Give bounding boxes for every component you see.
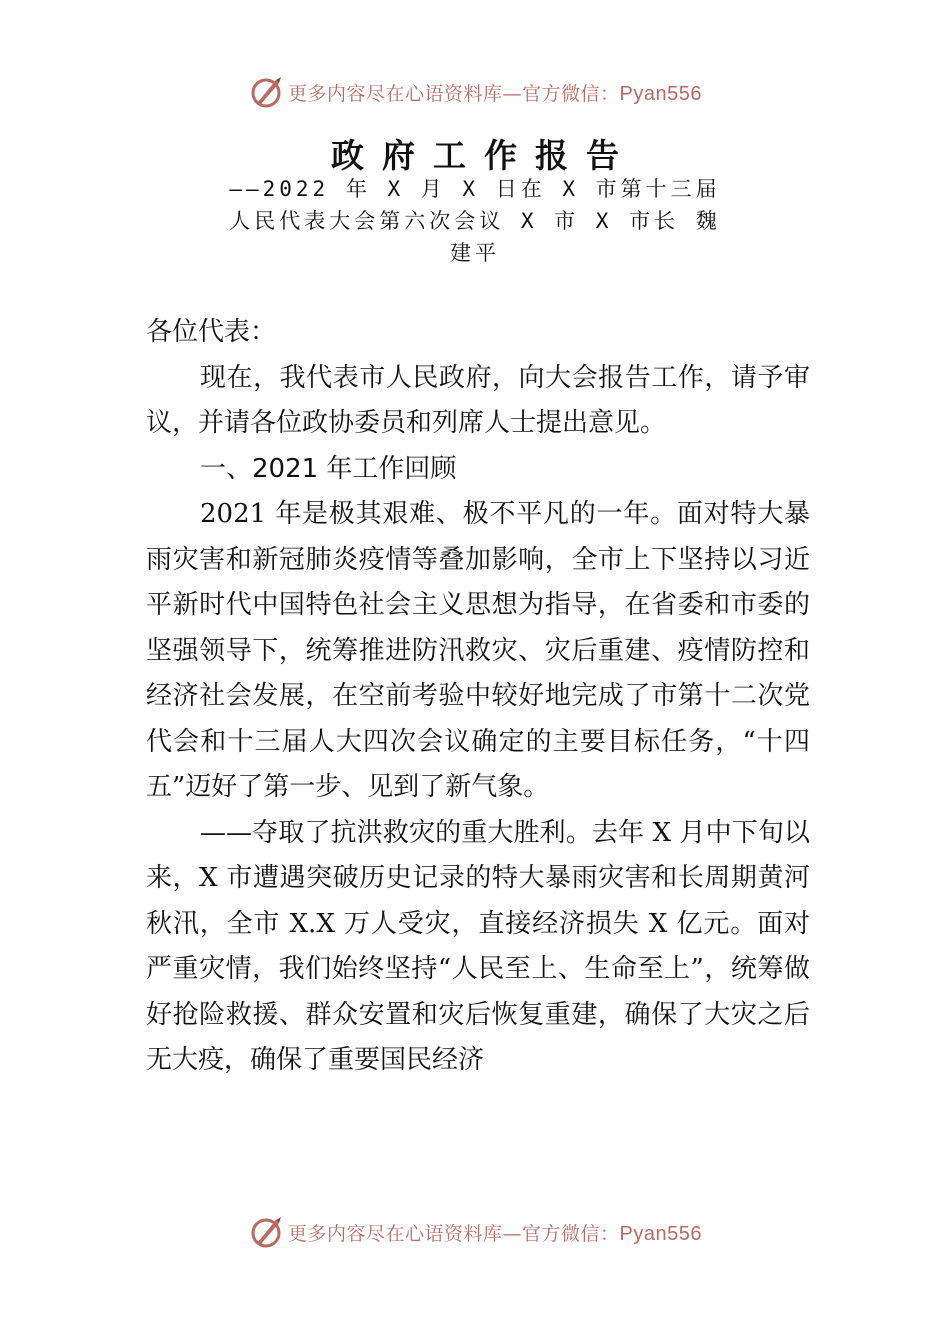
section-heading: 一、2021 年工作回顾 <box>200 453 457 484</box>
watermark-wechat-id: Pyan556 <box>619 82 702 105</box>
watermark-label: 官方微信： <box>522 82 620 105</box>
watermark-main: 更多内容尽在心语资料库 <box>288 1222 503 1245</box>
watermark-text <box>288 1219 702 1246</box>
watermark-banner-bottom <box>0 1212 950 1252</box>
watermark-main: 更多内容尽在心语资料库 <box>288 82 503 105</box>
paragraph-flood-relief: ——夺取了抗洪救灾的重大胜利。去年 X 月中下旬以来，X 市遭遇突破历史记录的特大暴雨灾害和长周期黄河秋汛，全市 X.X 万人受灾，直接经济损失 X 亿元。面对严重灾情，我们始终坚持“人民至上、生命至上”，统筹做好抢险救援、群众安置和灾后恢复重建，确保了大灾之后无大疫，确保了重要国民经济 <box>146 817 810 1075</box>
subtitle-line-3: 建平 <box>450 241 500 265</box>
document-body <box>146 310 810 1084</box>
quill-logo-icon <box>248 74 284 110</box>
watermark-banner-top <box>0 72 950 112</box>
watermark-label: 官方微信： <box>522 1222 620 1245</box>
salutation: 各位代表： <box>146 317 277 347</box>
subtitle-line-2: 人民代表大会第六次会议 X 市 X 市长 魏 <box>229 209 721 233</box>
watermark-wechat-id: Pyan556 <box>619 1222 702 1245</box>
paragraph-review: 2021 年是极其艰难、极不平凡的一年。面对特大暴雨灾害和新冠肺炎疫情等叠加影响，全市上下坚持以习近平新时代中国特色社会主义思想为指导，在省委和市委的坚强领导下，统筹推进防汛救灾、灾后重建、疫情防控和经济社会发展，在空前考验中较好地完成了市第十二次党代会和十三届人大四次会议确定的主要目标任务，“十四五”迈好了第一步、见到了新气象。 <box>146 499 810 802</box>
document-title: 政府工作报告 <box>331 136 637 175</box>
subtitle-line-1: ——2022 年 X 月 X 日在 X 市第十三届 <box>229 177 721 201</box>
watermark-separator: — <box>502 1222 523 1245</box>
paragraph-intro: 现在，我代表市人民政府，向大会报告工作，请予审议，并请各位政协委员和列席人士提出意见。 <box>146 362 810 438</box>
watermark-text <box>288 79 702 106</box>
watermark-separator: — <box>502 82 523 105</box>
quill-logo-icon <box>248 1214 284 1250</box>
